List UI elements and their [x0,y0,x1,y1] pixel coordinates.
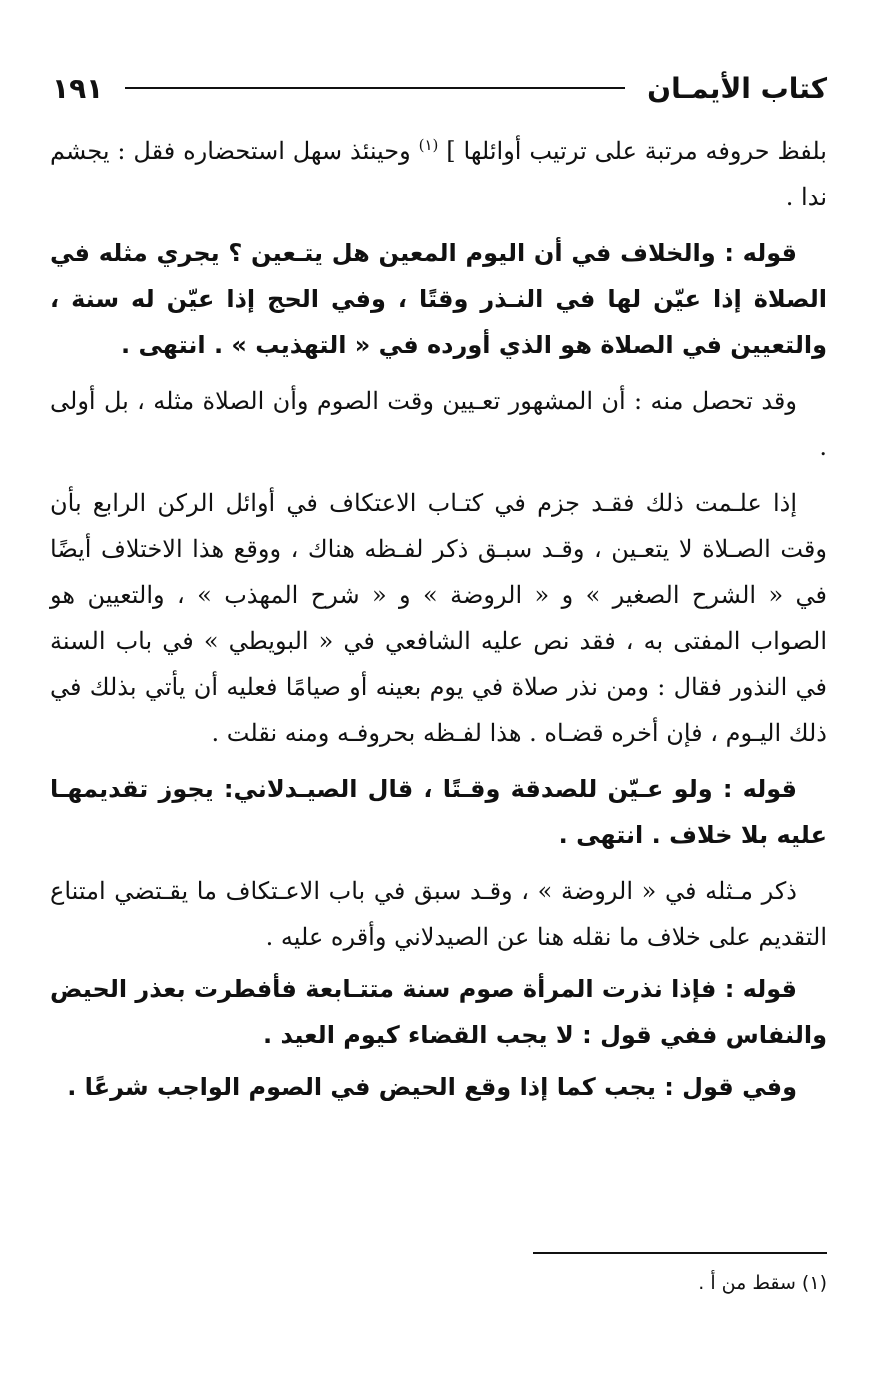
footnote-reference: (١) [418,136,439,154]
commentary-paragraph: ذكر مـثله في « الروضة » ، وقـد سبق في باب الاعـتكاف ما يقـتضي امتناع التقديم على خلاف ما نقله هنا عن الصيدلاني وأقره عليه . [50,877,827,951]
quoted-statement: قوله : فإذا نذرت المرأة صوم سنة متتـابعة فأفطرت بعذر الحيض والنفاس ففي قول : لا يجب القضاء كيوم العيد . [50,975,827,1049]
quoted-statement: وفي قول : يجب كما إذا وقع الحيض في الصوم الواجب شرعًا . [67,1073,797,1101]
footnote: (١) سقط من أ . [698,1272,827,1294]
commentary-paragraph: وقد تحصل منه : أن المشهور تعـيين وقت الصوم وأن الصلاة مثله ، بل أولى . [50,387,827,461]
paragraph-continuation [50,128,827,220]
quoted-statement: قوله : ولو عـيّن للصدقة وقـتًا ، قال الصيـدلاني: يجوز تقديمهـا عليه بلا خلاف . انتهى . [50,775,827,849]
book-title: كتاب الأيمـان [647,71,827,105]
header-rule [125,87,625,89]
quoted-statement: قوله : والخلاف في أن اليوم المعين هل يتـعين ؟ يجري مثله في الصلاة إذا عيّن لها في النـذر وقتًا ، وفي الحج إذا عيّن له سنة ، والتعيين في الصلاة هو الذي أورده في « التهذيب » . انتهى . [50,239,827,359]
paragraph-text: وحينئذ سهل استحضاره فقل : يجشم ندا . [50,137,827,211]
main-text [50,128,827,1110]
commentary-paragraph: إذا علـمت ذلك فقـد جزم في كتـاب الاعتكاف في أوائل الركن الرابع بأن وقت الصـلاة لا يتعـين ، وقـد سبـق ذكر لفـظه هناك ، ووقع هذا الاختلاف أيضًا في « الشرح الصغير » و « الروضة » و « شرح المهذب » ، والتعيين هو الصواب المفتى به ، فقد نص عليه الشافعي في « البويطي » في باب السنة في النذور فقال : ومن نذر صلاة في يوم بعينه أو صيامًا فعليه أن يأتي بذلك في ذلك اليـوم ، فإن أخره قضـاه . هذا لفـظه بحروفـه ومنه نقلت . [50,489,827,747]
paragraph-text: بلفظ حروفه مرتبة على ترتيب أوائلها ] [446,137,827,165]
running-header [52,66,827,110]
page-number: ١٩١ [52,71,104,105]
footnote-separator [533,1252,827,1254]
